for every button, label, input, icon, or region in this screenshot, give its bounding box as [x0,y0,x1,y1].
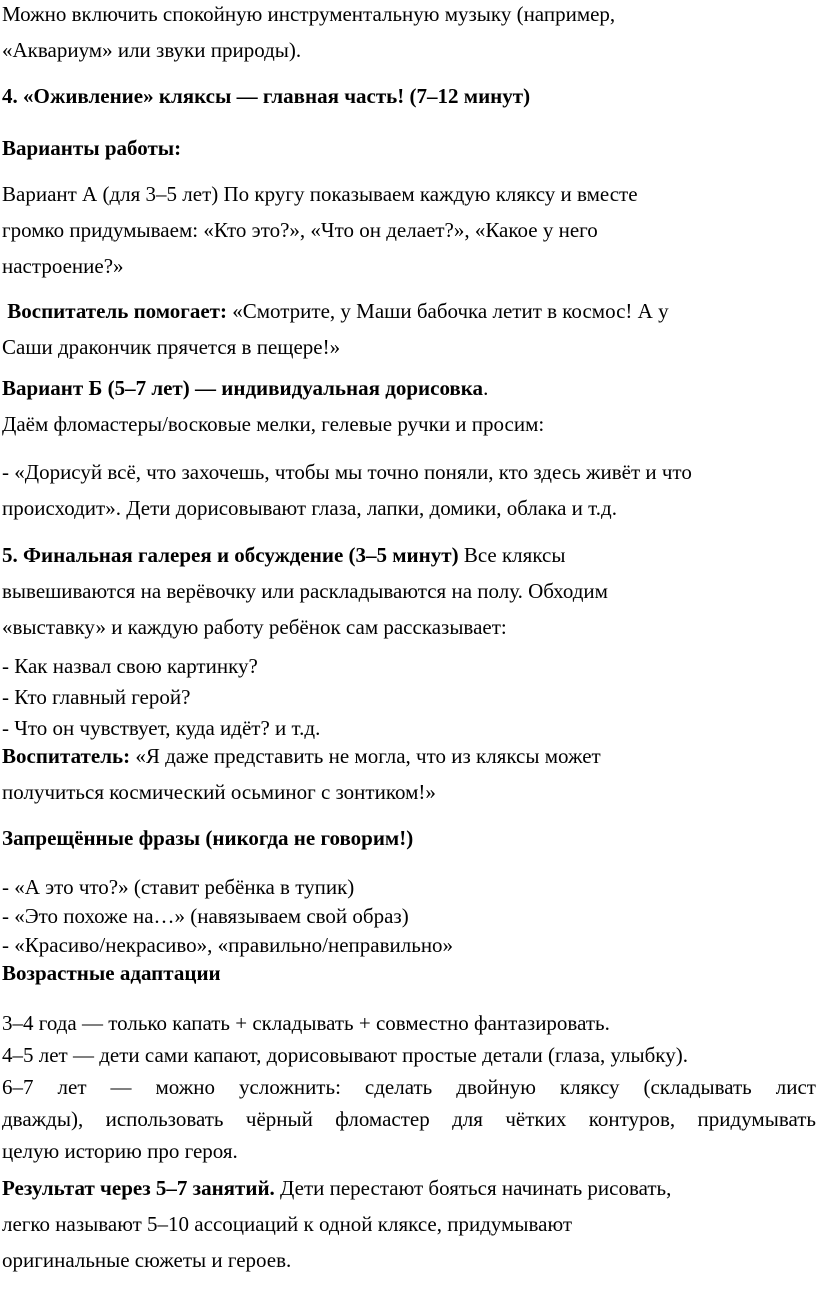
prompt-paragraph [2,454,816,526]
section-5-heading: 5. Финальная галерея и обсуждение (3–5 минут) [2,543,459,567]
text-line: «Аквариум» или звуки природы). [2,38,302,62]
text-line: 3–4 года — только капать + складывать + совместно фантазировать. [2,1011,610,1035]
teacher-quote-paragraph [2,738,816,810]
text-line: - «Дорисуй всё, что захочешь, чтобы мы точно поняли, кто здесь живёт и что [2,460,692,484]
age-adaptations [2,1007,816,1167]
text-line: 4–5 лет — дети сами капают, дорисовывают простые детали (глаза, улыбку). [2,1043,688,1067]
section-4-heading [2,78,816,114]
list-item: - Как назвал свою картинку? [2,654,258,678]
text-line: получиться космический осьминог с зонтиком!» [2,780,436,804]
teacher-label: Воспитатель: [2,744,131,768]
teacher-helps-text: «Смотрите, у Маши бабочка летит в космос! А у [226,299,669,323]
list-item: - Кто главный герой? [2,685,191,709]
heading-text: Запрещённые фразы (никогда не говорим!) [2,826,414,850]
result-text: Дети перестают бояться начинать рисовать, [274,1176,672,1200]
forbidden-list [2,873,816,960]
variant-a-paragraph [2,176,816,284]
list-item: - «А это что?» (ставит ребёнка в тупик) [2,875,355,899]
text-line: Можно включить спокойную инструментальную музыку (например, [2,2,616,26]
result-label: Результат через 5–7 занятий. [2,1176,275,1200]
variants-heading [2,130,816,166]
text-line [2,1170,816,1206]
variant-b-paragraph [2,370,816,442]
text-line: громко придумываем: «Кто это?», «Что он делает?», «Какое у него [2,218,598,242]
teacher-helps-paragraph [2,293,816,365]
text-line: вывешиваются на верёвочку или раскладываются на полу. Обходим [2,579,608,603]
variant-b-heading: Вариант Б (5–7 лет) — индивидуальная дорисовка [2,376,484,400]
text-line: настроение?» [2,254,124,278]
teacher-quote: «Я даже представить не могла, что из кляксы может [130,744,601,768]
heading-text: Варианты работы: [2,136,182,160]
text-line [2,370,816,406]
age-heading [2,955,816,991]
section-5-paragraph [2,537,816,645]
text-line: Вариант А (для 3–5 лет) По кругу показываем каждую кляксу и вместе [2,182,638,206]
text-line: 6–7 лет — можно усложнить: сделать двойную кляксу (складывать лист [2,1075,816,1099]
list-item: - Что он чувствует, куда идёт? и т.д. [2,716,321,740]
variant-b-dot: . [483,376,489,400]
questions-list [2,651,816,744]
heading-text: 4. «Оживление» кляксы — главная часть! (7–12 минут) [2,84,531,108]
forbidden-heading [2,820,816,856]
section-5-text: Все кляксы [458,543,566,567]
text-line [2,537,816,573]
teacher-helps-label: Воспитатель помогает: [7,299,227,323]
text-line: Саши дракончик прячется в пещере!» [2,335,341,359]
text-line: легко называют 5–10 ассоциаций к одной кляксе, придумывают [2,1212,573,1236]
text-line [2,738,816,774]
text-line: Даём фломастеры/восковые мелки, гелевые ручки и просим: [2,412,545,436]
list-item: - «Это похоже на…» (навязываем свой образ) [2,904,409,928]
text-line: целую историю про героя. [2,1139,238,1163]
text-line: дважды), использовать чёрный фломастер для чётких контуров, придумывать [2,1107,816,1131]
text-line: «выставку» и каждую работу ребёнок сам рассказывает: [2,615,507,639]
result-paragraph [2,1170,816,1278]
intro-paragraph [2,0,816,68]
text-line: оригинальные сюжеты и героев. [2,1248,292,1272]
text-line [2,293,816,329]
heading-text: Возрастные адаптации [2,961,221,985]
list-item: - «Красиво/некрасиво», «правильно/неправильно» [2,933,454,957]
text-line: происходит». Дети дорисовывают глаза, лапки, домики, облака и т.д. [2,496,617,520]
